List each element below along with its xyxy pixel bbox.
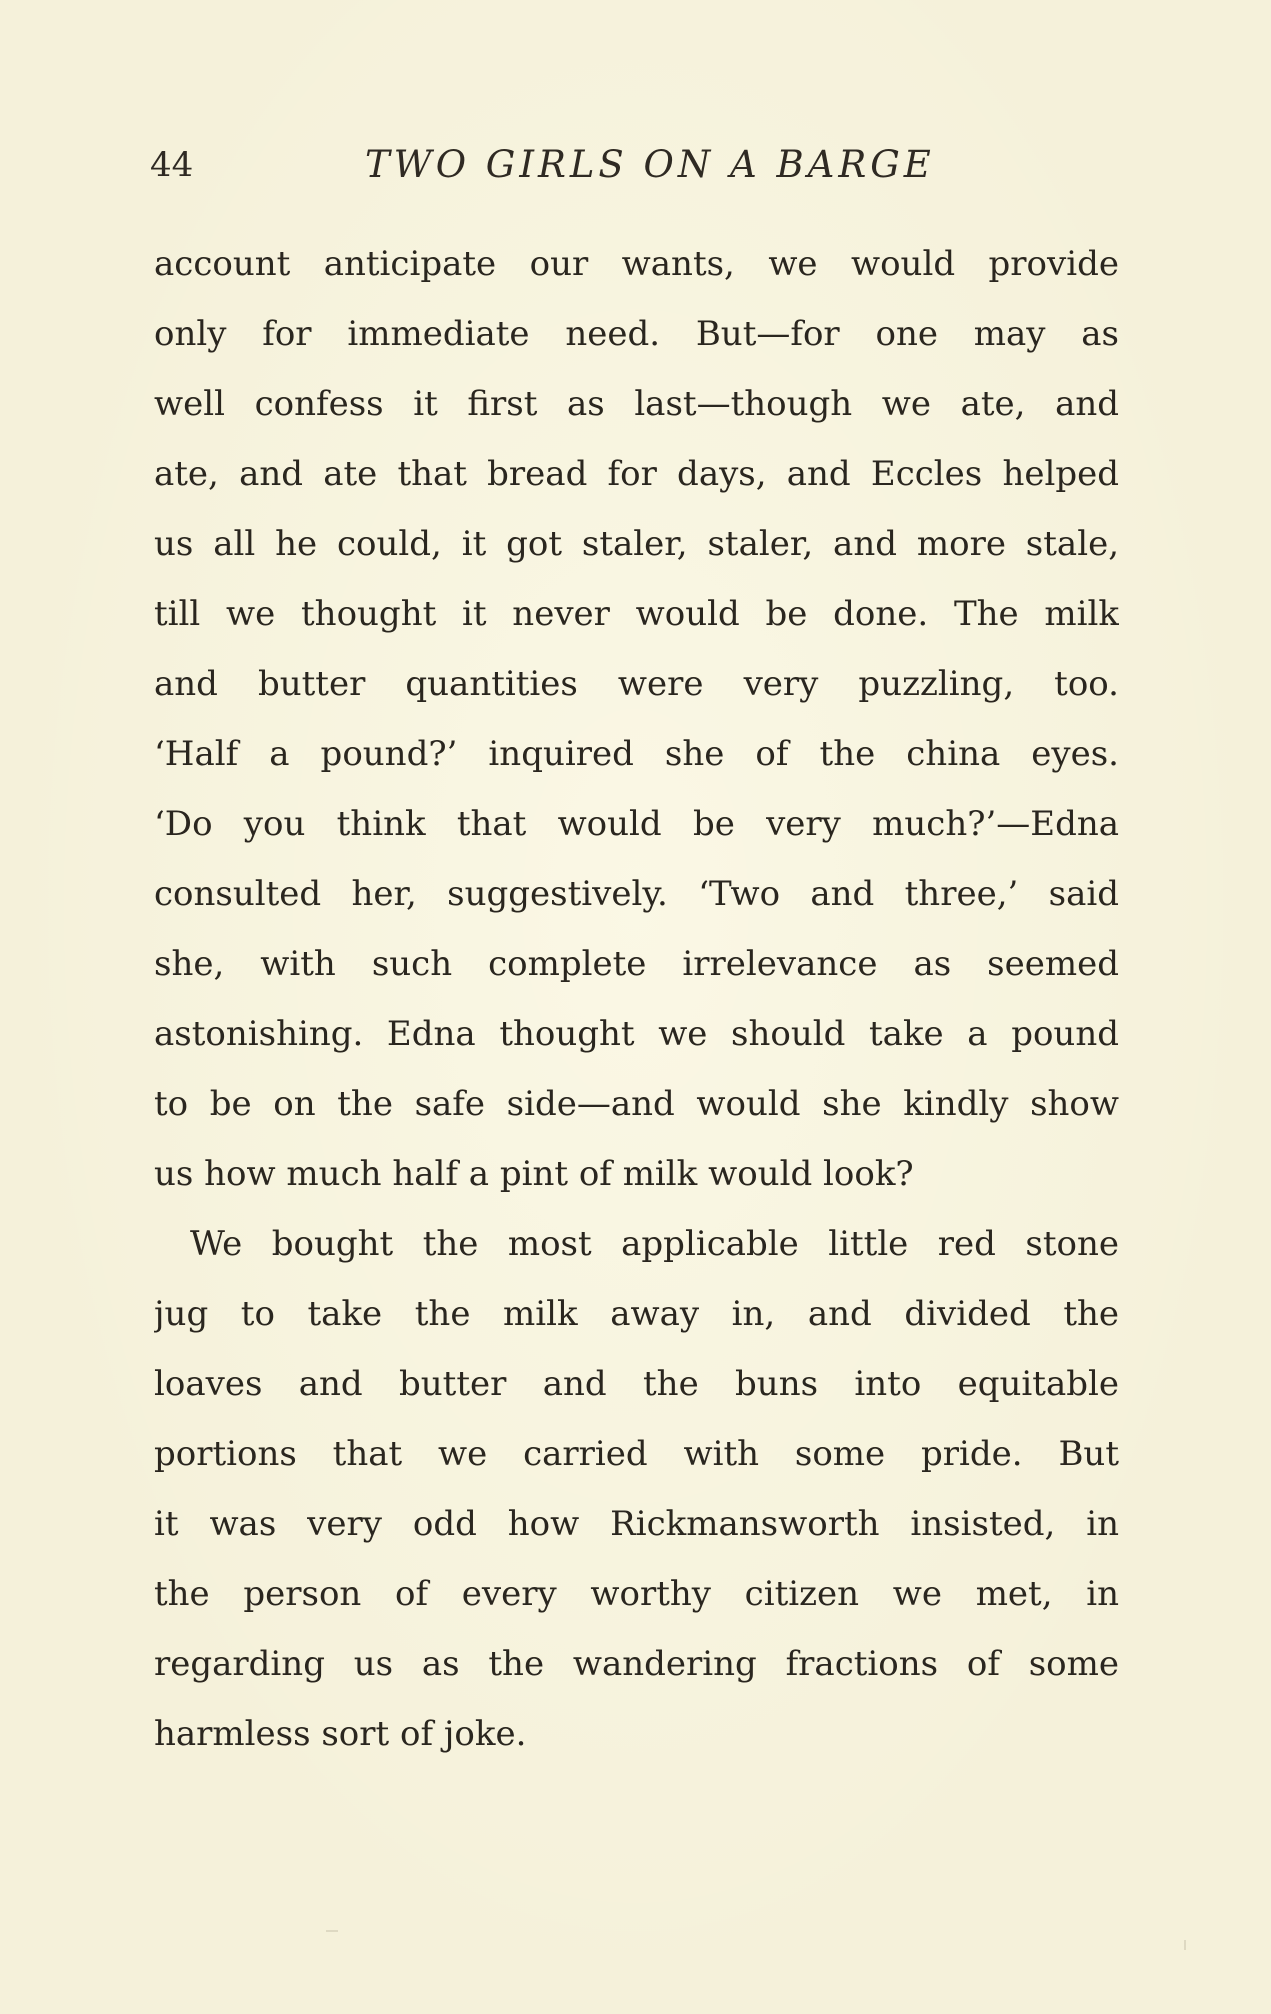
text-line: she, with such complete irrelevance as seemed [154, 944, 1119, 984]
scan-speck [326, 1930, 338, 1932]
text-line: We bought the most applicable little red stone [190, 1224, 1119, 1264]
text-line: regarding us as the wandering fractions of some [154, 1644, 1119, 1684]
scan-speck [1184, 1940, 1186, 1950]
text-line: consulted her, suggestively. ‘Two and three,’ said [154, 874, 1119, 914]
text-line: us how much half a pint of milk would look? [154, 1154, 914, 1194]
text-line: ate, and ate that bread for days, and Eccles helped [154, 454, 1119, 494]
page-number: 44 [150, 145, 194, 185]
text-line: the person of every worthy citizen we met, in [154, 1574, 1119, 1614]
text-line: to be on the safe side—and would she kindly show [154, 1084, 1119, 1124]
text-line: ‘Do you think that would be very much?’—Edna [154, 804, 1119, 844]
text-line: portions that we carried with some pride. But [154, 1434, 1119, 1474]
body-text [154, 236, 1119, 1776]
running-title: TWO GIRLS ON A BARGE [365, 143, 935, 186]
text-line: astonishing. Edna thought we should take a pound [154, 1014, 1119, 1054]
text-line: loaves and butter and the buns into equitable [154, 1364, 1119, 1404]
running-head [150, 140, 1125, 190]
text-line: jug to take the milk away in, and divided the [154, 1294, 1119, 1334]
text-line: and butter quantities were very puzzling, too. [154, 664, 1119, 704]
text-line: it was very odd how Rickmansworth insisted, in [154, 1504, 1119, 1544]
text-line: only for immediate need. But—for one may as [154, 314, 1119, 354]
text-line: harmless sort of joke. [154, 1714, 527, 1754]
text-line: till we thought it never would be done. The milk [154, 594, 1119, 634]
text-line: ‘Half a pound?’ inquired she of the china eyes. [154, 734, 1119, 774]
text-line: us all he could, it got staler, staler, and more stale, [154, 524, 1119, 564]
text-line: well confess it first as last—though we ate, and [154, 384, 1119, 424]
text-line: account anticipate our wants, we would provide [154, 244, 1119, 284]
